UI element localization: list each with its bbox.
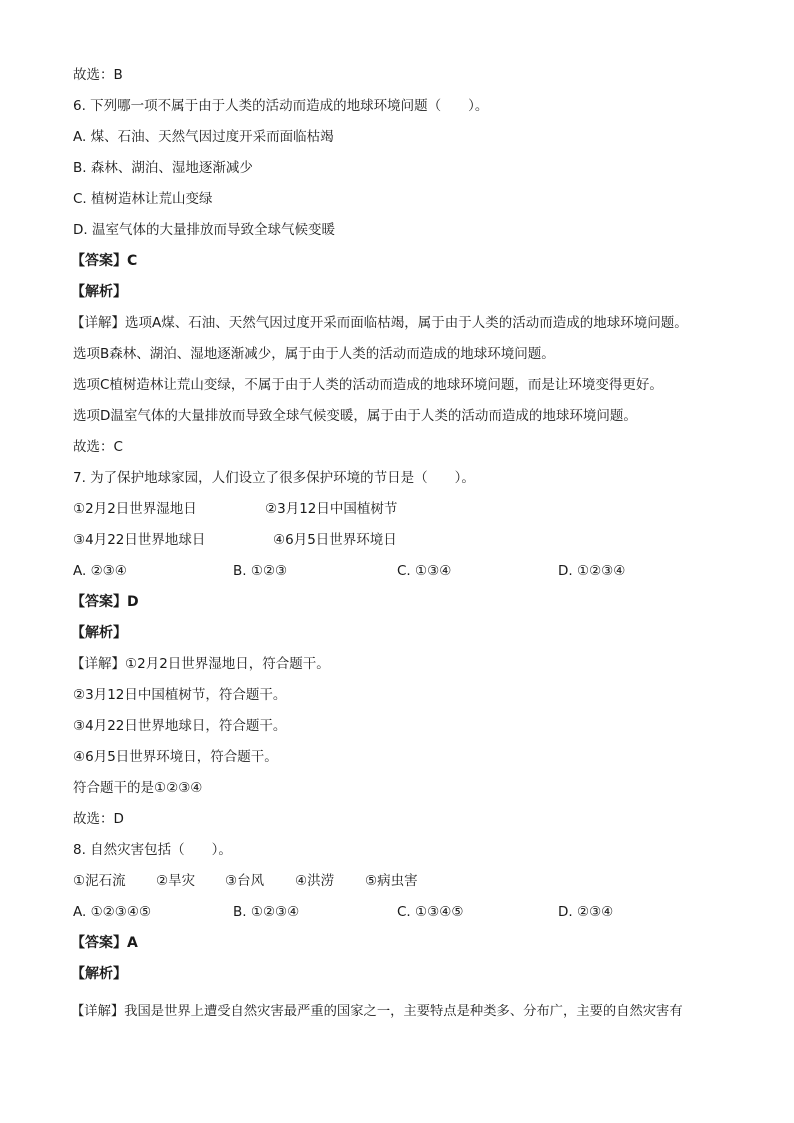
question-6-detail-a: 【详解】选项A煤、石油、天然气因过度开采而面临枯竭，属于由于人类的活动而造成的地球环境问题。 [71,315,688,331]
question-7-items-row-1 [73,498,723,520]
question-8-option-a: A. ①②③④⑤ [73,904,152,920]
question-8-option-d: D. ②③④ [558,904,614,920]
question-6-detail-d: 选项D温室气体的大量排放而导致全球气候变暖，属于由于人类的活动而造成的地球环境问题。 [73,408,637,424]
question-6-conclusion: 故选：C [73,439,123,455]
question-7-detail-2: ②3月12日中国植树节，符合题干。 [73,687,287,703]
question-7-option-d: D. ①②③④ [558,563,626,579]
question-8-stem: 8. 自然灾害包括（ ）。 [73,842,232,858]
question-7-option-b: B. ①②③ [233,563,288,579]
question-6-stem: 6. 下列哪一项不属于由于人类的活动而造成的地球环境问题（ ）。 [73,98,489,114]
question-6-option-b: B. 森林、湖泊、湿地逐渐减少 [73,160,253,176]
question-8-analysis-heading: 【解析】 [71,966,127,982]
question-8-item-4: ④洪涝 [295,873,335,889]
question-7-summary: 符合题干的是①②③④ [73,780,203,796]
question-7-option-c: C. ①③④ [397,563,452,579]
question-7-item-3: ③4月22日世界地球日 [73,532,206,548]
question-7-detail-3: ③4月22日世界地球日，符合题干。 [73,718,287,734]
question-7-option-a: A. ②③④ [73,563,127,579]
question-8-item-1: ①泥石流 [73,873,126,889]
question-8-item-3: ③台风 [225,873,265,889]
question-8-option-b: B. ①②③④ [233,904,300,920]
question-8-detail: 【详解】我国是世界上遭受自然灾害最严重的国家之一，主要特点是种类多、分布广，主要的自然灾害有 [71,1004,683,1019]
question-7-conclusion: 故选：D [73,811,124,827]
question-7-items-row-2 [73,529,723,551]
question-6-option-c: C. 植树造林让荒山变绿 [73,191,213,207]
question-7-analysis-heading: 【解析】 [71,625,127,641]
question-7-options [73,560,723,582]
question-7-item-4: ④6月5日世界环境日 [273,532,397,548]
question-7-stem: 7. 为了保护地球家园，人们设立了很多保护环境的节日是（ ）。 [73,470,475,486]
question-6-option-a: A. 煤、石油、天然气因过度开采而面临枯竭 [73,129,334,145]
question-7-answer: 【答案】D [71,594,139,610]
question-8-item-2: ②旱灾 [156,873,196,889]
question-8-item-5: ⑤病虫害 [365,873,418,889]
answer-choice-q5: 故选：B [73,67,123,83]
question-7-detail-4: ④6月5日世界环境日，符合题干。 [73,749,278,765]
question-7-detail-1: 【详解】①2月2日世界湿地日，符合题干。 [71,656,330,672]
question-6-answer: 【答案】C [71,253,138,269]
question-6-detail-b: 选项B森林、湖泊、湿地逐渐减少，属于由于人类的活动而造成的地球环境问题。 [73,346,555,362]
question-6-detail-c: 选项C植树造林让荒山变绿，不属于由于人类的活动而造成的地球环境问题，而是让环境变得更好。 [73,377,663,393]
question-8-option-c: C. ①③④⑤ [397,904,464,920]
question-6-option-d: D. 温室气体的大量排放而导致全球气候变暖 [73,222,335,238]
question-8-items [73,870,723,892]
question-6-analysis-heading: 【解析】 [71,284,127,300]
question-8-options [73,901,723,923]
question-8-answer: 【答案】A [71,935,138,951]
question-7-item-1: ①2月2日世界湿地日 [73,501,197,517]
question-7-item-2: ②3月12日中国植树节 [265,501,398,517]
